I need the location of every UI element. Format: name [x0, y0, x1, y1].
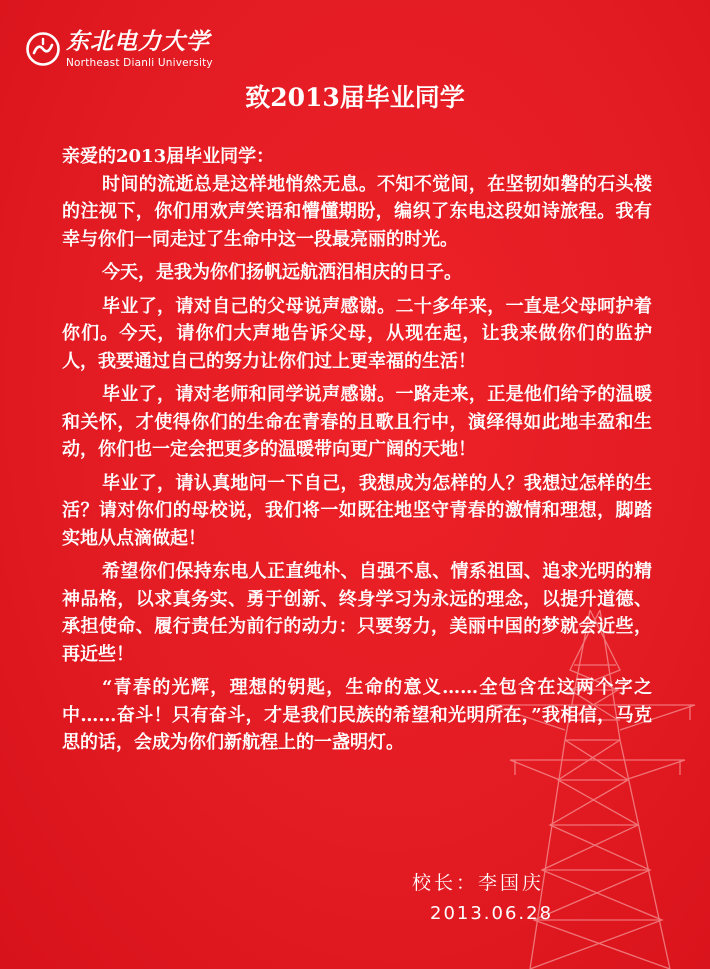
- signature-date: 2013.06.28: [430, 903, 554, 924]
- university-emblem-icon: [26, 32, 60, 66]
- signer: 校长：李国庆: [412, 872, 545, 894]
- letter-body: [62, 143, 652, 757]
- paragraph-7: “青春的光辉，理想的钥匙，生命的意义……全包含在这两个字之中……奋斗！只有奋斗，才是我们民族的希望和光明所在，”我相信，马克思的话，会成为你们新航程上的一盏明灯。: [62, 677, 652, 753]
- salutation: 亲爱的2013届毕业同学：: [62, 146, 275, 167]
- paragraph-5: 毕业了，请认真地问一下自己，我想成为怎样的人？我想过怎样的生活？请对你们的母校说，我们将一如既往地坚守青春的激情和理想，脚踏实地从点滴做起！: [62, 472, 652, 549]
- paragraph-3: 毕业了，请对自己的父母说声感谢。二十多年来，一直是父母呵护着你们。今天，请你们大声地告诉父母，从现在起，让我来做你们的监护人，我要通过自己的努力让你们过上更幸福的生活！: [62, 295, 652, 372]
- paragraph-1: 时间的流逝总是这样地悄然无息。不知不觉间，在坚韧如磐的石头楼的注视下，你们用欢声笑语和懵懂期盼，编织了东电这段如诗旅程。我有幸与你们一同走过了生命中这一段最亮丽的时光。: [62, 173, 652, 250]
- paragraph-6: 希望你们保持东电人正直纯朴、自强不息、情系祖国、追求光明的精神品格，以求真务实、勇于创新、终身学习为永远的理念，以提升道德、承担使命、履行责任为前行的动力：只要努力，美丽中国的梦就会近些，再近些！: [62, 561, 652, 665]
- university-logo: [26, 28, 216, 70]
- paragraph-2: 今天，是我为你们扬帆远航洒泪相庆的日子。: [102, 262, 462, 283]
- university-name-en: Northeast Dianli University: [66, 57, 213, 69]
- university-name-cn: 东北电力大学: [66, 29, 210, 55]
- page-title: 致2013届毕业同学: [245, 83, 465, 112]
- paragraph-4: 毕业了，请对老师和同学说声感谢。一路走来，正是他们给予的温暖和关怀，才使得你们的生命在青春的且歌且行中，演绎得如此地丰盈和生动，你们也一定会把更多的温暖带向更广阔的天地！: [62, 384, 652, 460]
